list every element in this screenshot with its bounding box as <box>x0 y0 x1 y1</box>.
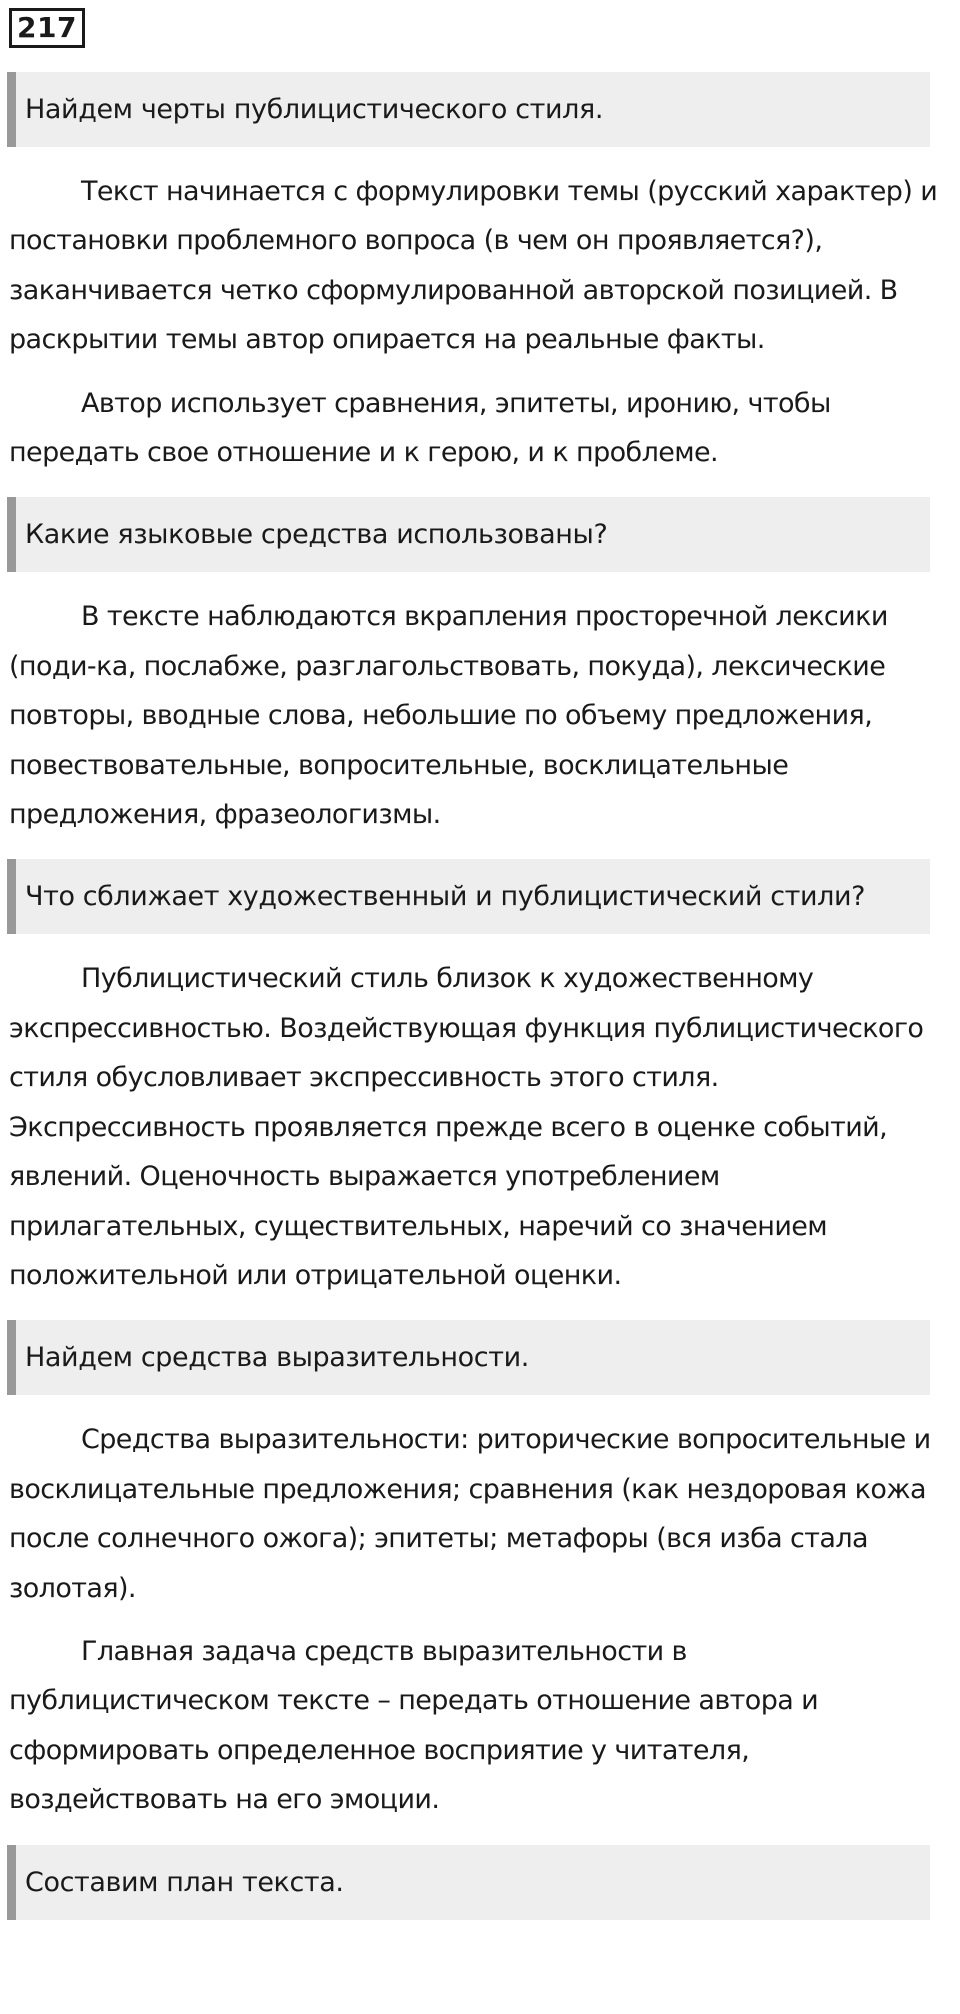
answer-paragraph: Текст начинается с формулировки темы (русский характер) и постановки проблемного вопроса (в чем он проявляется?), заканчивается четко сформулированной авторской позицией. В раскрытии темы автор опирается на реальные факты. <box>9 176 938 356</box>
answer-paragraph: Средства выразительности: риторические вопросительные и восклицательные предложения; сравнения (как нездоровая кожа после солнечного ожога); эпитеты; метафоры (вся изба стала золотая). <box>9 1424 931 1604</box>
section-2 <box>0 497 960 839</box>
task-number: 217 <box>9 8 85 48</box>
answer-paragraph: В тексте наблюдаются вкрапления просторечной лексики (поди-ка, послабже, разглагольствовать, покуда), лексические повторы, вводные слова, небольшие по объему предложения, повествовательные, вопросительные, восклицательные предложения, фразеологизмы. <box>9 601 888 831</box>
question-heading: Найдем средства выразительности. <box>7 1320 930 1395</box>
answer-paragraph: Автор использует сравнения, эпитеты, иронию, чтобы передать свое отношение и к герою, и к проблеме. <box>9 387 831 469</box>
section-3 <box>0 859 960 1300</box>
section-4 <box>0 1320 960 1824</box>
question-heading: Что сближает художественный и публицистический стили? <box>7 859 930 934</box>
section-5 <box>0 1845 960 1920</box>
section-1 <box>0 72 960 477</box>
question-heading: Найдем черты публицистического стиля. <box>7 72 930 147</box>
question-heading: Составим план текста. <box>7 1845 930 1920</box>
answer-paragraph: Публицистический стиль близок к художественному экспрессивностью. Воздействующая функция публицистического стиля обусловливает экспрессивность этого стиля. Экспрессивность проявляется прежде всего в оценке событий, явлений. Оценочность выражается употреблением прилагательных, существительных, наречий со значением положительной или отрицательной оценки. <box>9 963 924 1291</box>
answer-paragraph: Главная задача средств выразительности в публицистическом тексте – передать отношение автора и сформировать определенное восприятие у читателя, воздействовать на его эмоции. <box>9 1635 819 1816</box>
question-heading: Какие языковые средства использованы? <box>7 497 930 572</box>
